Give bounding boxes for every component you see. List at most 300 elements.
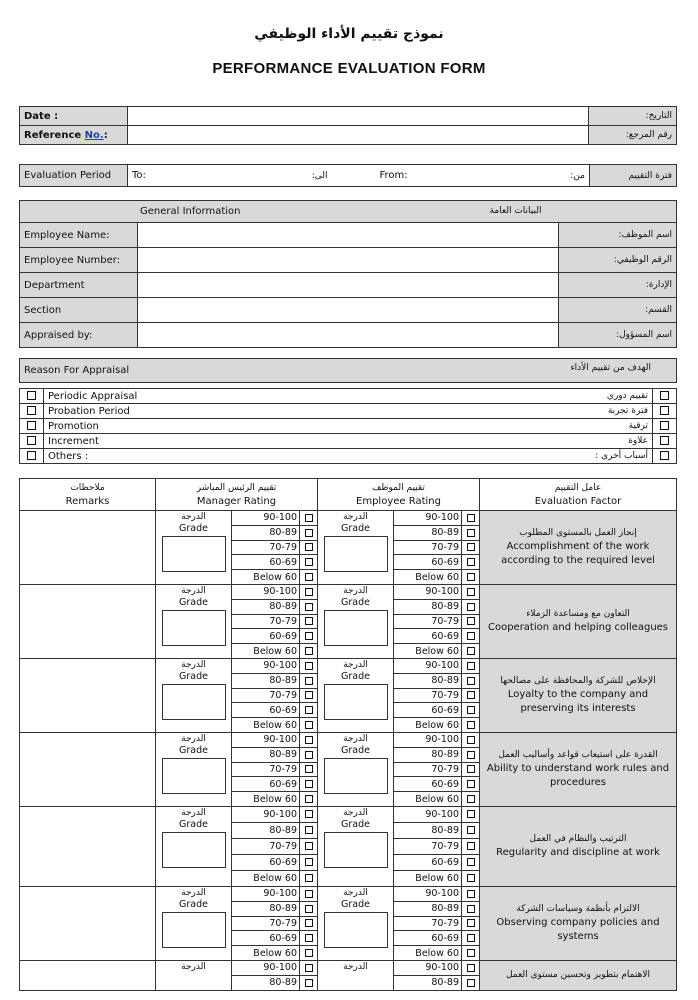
employee-number-field[interactable] <box>138 248 559 273</box>
rating-row <box>20 960 677 975</box>
appraised-by-label-ar: اسم المسؤول: <box>559 323 677 348</box>
employee-range-label: 60-69 <box>394 777 462 792</box>
manager-range-label: 80-89 <box>232 975 300 990</box>
employee-range-label: 90-100 <box>394 732 462 747</box>
manager-range-label: 90-100 <box>232 584 300 599</box>
period-label-ar: فترة التقييم <box>590 165 677 187</box>
header-table <box>19 106 677 145</box>
checkbox-icon <box>660 436 669 445</box>
manager-grade-input-box[interactable] <box>162 684 226 720</box>
manager-range-checkbox[interactable] <box>300 901 318 916</box>
appraised-by-field[interactable] <box>138 323 559 348</box>
manager-range-checkbox[interactable] <box>300 870 318 886</box>
checkbox-icon <box>467 919 475 927</box>
grade-label-ar: الدرجة <box>343 512 368 522</box>
evaluation-factor-cell <box>480 511 677 585</box>
checkbox-icon <box>467 934 475 942</box>
grade-label-ar: الدرجة <box>181 659 206 670</box>
manager-range-label: 90-100 <box>232 960 300 975</box>
employee-range-checkbox[interactable] <box>462 886 480 901</box>
employee-range-label: 70-79 <box>394 762 462 777</box>
checkbox-icon <box>467 603 475 611</box>
checkbox-icon <box>27 451 36 460</box>
checkbox-icon <box>305 826 313 834</box>
checkbox-icon <box>467 588 475 596</box>
employee-range-label: 60-69 <box>394 555 462 570</box>
manager-range-checkbox[interactable] <box>300 931 318 946</box>
employee-range-label: 80-89 <box>394 747 462 762</box>
remarks-cell[interactable] <box>20 584 156 658</box>
employee-grade-input-box[interactable] <box>324 610 388 646</box>
manager-grade-input-box[interactable] <box>162 536 226 572</box>
checkbox-icon <box>467 765 475 773</box>
evaluation-factor-en: Loyalty to the company and preserving its interests <box>507 689 649 715</box>
form-title-english: PERFORMANCE EVALUATION FORM <box>212 60 486 77</box>
section-field[interactable] <box>138 298 559 323</box>
grade-label-ar: الدرجة <box>343 733 368 744</box>
manager-range-checkbox[interactable] <box>300 703 318 718</box>
manager-range-label: 90-100 <box>232 806 300 822</box>
employee-range-checkbox[interactable] <box>462 960 480 975</box>
manager-range-label: Below 60 <box>232 718 300 733</box>
remarks-cell[interactable] <box>20 886 156 960</box>
checkbox-icon <box>660 406 669 415</box>
remarks-cell[interactable] <box>20 960 156 990</box>
checkbox-icon <box>467 964 475 972</box>
manager-range-label: 70-79 <box>232 614 300 629</box>
reason-increment-label-ar: علاوة <box>628 435 648 446</box>
employee-range-checkbox[interactable] <box>462 806 480 822</box>
grade-label-ar: الدرجة <box>181 807 206 818</box>
employee-grade-input-box[interactable] <box>324 684 388 720</box>
manager-range-label: 70-79 <box>232 688 300 703</box>
remarks-header-ar: ملاحظات <box>70 482 105 493</box>
manager-range-checkbox[interactable] <box>300 599 318 614</box>
checkbox-icon <box>467 514 475 522</box>
checkbox-icon <box>305 780 313 788</box>
reason-checkbox-periodic-ar[interactable] <box>653 389 677 404</box>
evaluation-factor-ar: الاهتمام بتطوير وتحسين مستوى العمل <box>506 970 650 981</box>
manager-grade-cell <box>156 806 232 886</box>
manager-grade-cell <box>156 511 232 585</box>
evaluation-factor-ar: الترتيب والنظام في العمل <box>529 834 627 845</box>
employee-range-label: 60-69 <box>394 931 462 946</box>
employee-range-label: 70-79 <box>394 688 462 703</box>
employee-number-label: Employee Number: <box>20 248 138 273</box>
general-info-table <box>19 200 677 348</box>
grade-label-en: Grade <box>341 596 370 608</box>
employee-range-checkbox[interactable] <box>462 747 480 762</box>
checkbox-icon <box>305 662 313 670</box>
employee-range-checkbox[interactable] <box>462 975 480 990</box>
grade-label-en: Grade <box>179 670 208 682</box>
manager-range-label: 70-79 <box>232 838 300 854</box>
employee-range-checkbox[interactable] <box>462 570 480 585</box>
reason-checkbox-promotion-ar[interactable] <box>653 419 677 434</box>
grade-label-ar: الدرجة <box>181 961 206 972</box>
employee-range-checkbox[interactable] <box>462 901 480 916</box>
grade-label-ar: الدرجة <box>181 887 206 898</box>
manager-range-label: 60-69 <box>232 555 300 570</box>
reference-label-ar: رقم المرجع: <box>589 126 677 145</box>
employee-range-label: Below 60 <box>394 946 462 961</box>
reason-periodic-label: Periodic Appraisal <box>48 390 138 402</box>
checkbox-icon <box>305 588 313 596</box>
employee-range-checkbox[interactable] <box>462 525 480 540</box>
remarks-header-en: Remarks <box>65 495 110 507</box>
manager-range-label: 80-89 <box>232 525 300 540</box>
checkbox-icon <box>467 858 475 866</box>
date-label: Date : <box>20 107 128 126</box>
evaluation-factor-ar: التعاون مع ومساعدة الزملاء <box>526 609 630 620</box>
manager-rating-header <box>156 479 318 511</box>
manager-grade-input-box[interactable] <box>162 610 226 646</box>
manager-range-checkbox[interactable] <box>300 777 318 792</box>
reason-checkbox-others[interactable] <box>20 449 44 464</box>
evaluation-factor-ar: الإخلاص للشركة والمحافظة على مصالحها <box>500 676 656 687</box>
employee-range-label: 90-100 <box>394 511 462 526</box>
reason-checkbox-probation-ar[interactable] <box>653 404 677 419</box>
manager-range-checkbox[interactable] <box>300 854 318 870</box>
reason-others-label-ar: أسباب أخرى : <box>595 450 648 461</box>
employee-range-label: 80-89 <box>394 975 462 990</box>
reference-label: Reference No.: <box>20 126 128 145</box>
manager-grade-input-box[interactable] <box>162 758 226 794</box>
checkbox-icon <box>305 691 313 699</box>
manager-range-checkbox[interactable] <box>300 688 318 703</box>
checkbox-icon <box>305 573 313 581</box>
employee-range-label: 80-89 <box>394 901 462 916</box>
checkbox-icon <box>305 632 313 640</box>
manager-range-checkbox[interactable] <box>300 822 318 838</box>
reason-probation-label: Probation Period <box>48 405 130 417</box>
manager-range-checkbox[interactable] <box>300 792 318 807</box>
employee-grade-cell <box>318 658 394 732</box>
checkbox-icon <box>305 979 313 987</box>
checkbox-icon <box>467 647 475 655</box>
manager-range-checkbox[interactable] <box>300 525 318 540</box>
period-to-label: To: <box>128 165 284 187</box>
manager-range-checkbox[interactable] <box>300 718 318 733</box>
employee-range-label: 90-100 <box>394 584 462 599</box>
evaluation-factor-ar: القدرة على استيعاب قواعد وأساليب العمل <box>498 750 658 761</box>
checkbox-icon <box>467 721 475 729</box>
reason-title-ar: الهدف من تقييم الأداء <box>570 363 651 373</box>
employee-range-label: Below 60 <box>394 870 462 886</box>
employee-range-checkbox[interactable] <box>462 673 480 688</box>
evaluation-factor-cell <box>480 658 677 732</box>
employee-range-checkbox[interactable] <box>462 658 480 673</box>
evaluation-factor-en: Accomplishment of the work according to the required level <box>501 541 655 567</box>
manager-range-checkbox[interactable] <box>300 838 318 854</box>
employee-range-checkbox[interactable] <box>462 792 480 807</box>
employee-range-checkbox[interactable] <box>462 540 480 555</box>
employee-range-checkbox[interactable] <box>462 718 480 733</box>
manager-range-checkbox[interactable] <box>300 762 318 777</box>
checkbox-icon <box>305 795 313 803</box>
remarks-cell[interactable] <box>20 511 156 585</box>
date-field[interactable] <box>128 107 589 126</box>
manager-range-label: 90-100 <box>232 886 300 901</box>
manager-range-checkbox[interactable] <box>300 555 318 570</box>
manager-range-checkbox[interactable] <box>300 570 318 585</box>
evaluation-factor-cell <box>480 886 677 960</box>
general-info-title: General Information البيانات العامة <box>20 201 559 223</box>
evaluation-factor-en: Cooperation and helping colleagues <box>487 622 669 634</box>
manager-range-checkbox[interactable] <box>300 916 318 931</box>
form-title-arabic: نموذج تقييم الأداء الوظيفي <box>254 26 444 42</box>
employee-range-checkbox[interactable] <box>462 838 480 854</box>
employee-rating-header-en: Employee Rating <box>356 495 441 507</box>
rating-table <box>19 478 677 991</box>
checkbox-icon <box>467 842 475 850</box>
department-field[interactable] <box>138 273 559 298</box>
evaluation-factor-ar: إنجاز العمل بالمستوى المطلوب <box>519 528 637 539</box>
grade-label-en: Grade <box>179 744 208 756</box>
employee-rating-header-ar: تقييم الموظف <box>372 482 425 493</box>
employee-name-field[interactable] <box>138 223 559 248</box>
grade-label-en: Grade <box>179 523 208 534</box>
checkbox-icon <box>467 826 475 834</box>
manager-range-checkbox[interactable] <box>300 886 318 901</box>
checkbox-icon <box>305 706 313 714</box>
employee-range-label: 80-89 <box>394 525 462 540</box>
checkbox-icon <box>467 780 475 788</box>
manager-range-label: 80-89 <box>232 901 300 916</box>
checkbox-icon <box>467 543 475 551</box>
employee-range-checkbox[interactable] <box>462 555 480 570</box>
evaluation-factor-header <box>480 479 677 511</box>
evaluation-factor-en: Observing company policies and systems <box>496 917 660 943</box>
checkbox-icon <box>467 979 475 987</box>
manager-range-checkbox[interactable] <box>300 975 318 990</box>
manager-grade-cell <box>156 732 232 806</box>
manager-range-checkbox[interactable] <box>300 511 318 526</box>
manager-grade-cell <box>156 584 232 658</box>
employee-range-checkbox[interactable] <box>462 629 480 644</box>
manager-rating-header-en: Manager Rating <box>196 495 277 507</box>
checkbox-icon <box>305 949 313 957</box>
rating-row <box>20 511 677 526</box>
employee-range-checkbox[interactable] <box>462 511 480 526</box>
employee-range-checkbox[interactable] <box>462 599 480 614</box>
employee-range-checkbox[interactable] <box>462 762 480 777</box>
manager-range-label: Below 60 <box>232 946 300 961</box>
manager-range-checkbox[interactable] <box>300 540 318 555</box>
grade-label-en: Grade <box>341 744 370 756</box>
checkbox-icon <box>305 677 313 685</box>
checkbox-icon <box>27 421 36 430</box>
evaluation-factor-cell <box>480 960 677 990</box>
checkbox-icon <box>305 858 313 866</box>
employee-range-checkbox[interactable] <box>462 703 480 718</box>
checkbox-icon <box>467 529 475 537</box>
manager-grade-cell <box>156 960 232 990</box>
rating-row <box>20 732 677 747</box>
checkbox-icon <box>27 406 36 415</box>
employee-range-label: 60-69 <box>394 854 462 870</box>
manager-range-label: Below 60 <box>232 792 300 807</box>
checkbox-icon <box>27 391 36 400</box>
employee-range-checkbox[interactable] <box>462 584 480 599</box>
employee-grade-cell <box>318 886 394 960</box>
checkbox-icon <box>467 751 475 759</box>
employee-range-label: 90-100 <box>394 886 462 901</box>
manager-range-label: 60-69 <box>232 777 300 792</box>
manager-range-label: 80-89 <box>232 747 300 762</box>
employee-grade-cell <box>318 511 394 585</box>
manager-range-label: 60-69 <box>232 854 300 870</box>
manager-range-label: Below 60 <box>232 870 300 886</box>
checkbox-icon <box>305 934 313 942</box>
employee-grade-cell <box>318 584 394 658</box>
grade-label-en: Grade <box>341 523 370 534</box>
manager-range-checkbox[interactable] <box>300 614 318 629</box>
employee-grade-input-box[interactable] <box>324 832 388 868</box>
manager-range-checkbox[interactable] <box>300 946 318 961</box>
employee-range-checkbox[interactable] <box>462 946 480 961</box>
reason-probation-label-ar: فترة تجربة <box>607 405 648 416</box>
employee-grade-cell <box>318 806 394 886</box>
employee-range-label: 90-100 <box>394 658 462 673</box>
employee-grade-input-box[interactable] <box>324 536 388 572</box>
general-info-title-ar: البيانات العامة <box>489 206 542 216</box>
reason-others-label: Others : <box>48 450 89 462</box>
checkbox-icon <box>305 905 313 913</box>
employee-range-checkbox[interactable] <box>462 870 480 886</box>
grade-label-ar: الدرجة <box>181 512 206 522</box>
manager-range-checkbox[interactable] <box>300 732 318 747</box>
remarks-cell[interactable] <box>20 732 156 806</box>
period-label: Evaluation Period <box>20 165 128 187</box>
reason-options-table <box>19 388 677 464</box>
employee-range-label: 70-79 <box>394 838 462 854</box>
section-label-ar: القسم: <box>559 298 677 323</box>
checkbox-icon <box>305 647 313 655</box>
grade-label-ar: الدرجة <box>343 585 368 596</box>
grade-label-ar: الدرجة <box>343 961 368 972</box>
rating-row <box>20 584 677 599</box>
reason-checkbox-promotion[interactable] <box>20 419 44 434</box>
manager-range-checkbox[interactable] <box>300 658 318 673</box>
reason-promotion-label-ar: ترقية <box>628 420 648 431</box>
manager-range-label: 80-89 <box>232 599 300 614</box>
appraised-by-label: Appraised by: <box>20 323 138 348</box>
checkbox-icon <box>660 421 669 430</box>
checkbox-icon <box>467 890 475 898</box>
manager-range-checkbox[interactable] <box>300 747 318 762</box>
remarks-cell[interactable] <box>20 806 156 886</box>
checkbox-icon <box>305 529 313 537</box>
reason-checkbox-increment-ar[interactable] <box>653 434 677 449</box>
manager-grade-cell <box>156 658 232 732</box>
employee-range-label: Below 60 <box>394 644 462 659</box>
employee-grade-input-box[interactable] <box>324 912 388 948</box>
manager-range-checkbox[interactable] <box>300 673 318 688</box>
manager-grade-input-box[interactable] <box>162 912 226 948</box>
checkbox-icon <box>467 905 475 913</box>
remarks-header <box>20 479 156 511</box>
manager-range-checkbox[interactable] <box>300 629 318 644</box>
employee-range-checkbox[interactable] <box>462 614 480 629</box>
manager-range-checkbox[interactable] <box>300 584 318 599</box>
reason-checkbox-others-ar[interactable] <box>653 449 677 464</box>
reason-checkbox-increment[interactable] <box>20 434 44 449</box>
evaluation-factor-header-en: Evaluation Factor <box>534 495 622 507</box>
manager-range-checkbox[interactable] <box>300 960 318 975</box>
employee-range-checkbox[interactable] <box>462 644 480 659</box>
manager-range-checkbox[interactable] <box>300 806 318 822</box>
reason-checkbox-periodic[interactable] <box>20 389 44 404</box>
checkbox-icon <box>305 721 313 729</box>
checkbox-icon <box>467 677 475 685</box>
grade-label-ar: الدرجة <box>181 585 206 596</box>
rating-row <box>20 886 677 901</box>
checkbox-icon <box>467 810 475 818</box>
checkbox-icon <box>305 558 313 566</box>
remarks-cell[interactable] <box>20 658 156 732</box>
manager-grade-input-box[interactable] <box>162 832 226 868</box>
evaluation-factor-ar: الالتزام بأنظمة وسياسات الشركة <box>516 904 640 915</box>
evaluation-factor-en: Regularity and discipline at work <box>496 847 660 859</box>
employee-range-checkbox[interactable] <box>462 931 480 946</box>
employee-range-label: 70-79 <box>394 540 462 555</box>
checkbox-icon <box>305 919 313 927</box>
manager-range-label: 90-100 <box>232 732 300 747</box>
employee-grade-cell <box>318 960 394 990</box>
checkbox-icon <box>305 810 313 818</box>
employee-range-checkbox[interactable] <box>462 688 480 703</box>
employee-name-label-ar: اسم الموظف: <box>559 223 677 248</box>
checkbox-icon <box>305 964 313 972</box>
employee-range-label: 80-89 <box>394 673 462 688</box>
employee-range-checkbox[interactable] <box>462 854 480 870</box>
manager-range-label: 70-79 <box>232 540 300 555</box>
reason-periodic-label-ar: تقييم دوري <box>606 390 648 401</box>
employee-range-checkbox[interactable] <box>462 732 480 747</box>
employee-range-label: 70-79 <box>394 614 462 629</box>
evaluation-factor-cell <box>480 806 677 886</box>
grade-label-en: Grade <box>341 898 370 910</box>
manager-range-label: Below 60 <box>232 644 300 659</box>
reason-promotion-label: Promotion <box>48 420 99 432</box>
manager-range-label: 60-69 <box>232 931 300 946</box>
manager-range-label: Below 60 <box>232 570 300 585</box>
checkbox-icon <box>305 514 313 522</box>
manager-range-label: 90-100 <box>232 658 300 673</box>
reference-field[interactable] <box>128 126 589 145</box>
employee-grade-input-box[interactable] <box>324 758 388 794</box>
employee-range-label: Below 60 <box>394 792 462 807</box>
checkbox-icon <box>467 632 475 640</box>
manager-range-label: 70-79 <box>232 762 300 777</box>
employee-range-checkbox[interactable] <box>462 822 480 838</box>
employee-range-checkbox[interactable] <box>462 777 480 792</box>
checkbox-icon <box>305 751 313 759</box>
manager-range-checkbox[interactable] <box>300 644 318 659</box>
checkbox-icon <box>467 617 475 625</box>
employee-range-label: Below 60 <box>394 718 462 733</box>
checkbox-icon <box>305 874 313 882</box>
employee-range-label: 80-89 <box>394 599 462 614</box>
employee-range-checkbox[interactable] <box>462 916 480 931</box>
grade-label-en: Grade <box>341 670 370 682</box>
checkbox-icon <box>305 842 313 850</box>
grade-label-en: Grade <box>179 818 208 830</box>
employee-rating-header <box>318 479 480 511</box>
reason-checkbox-probation[interactable] <box>20 404 44 419</box>
employee-name-label: Employee Name: <box>20 223 138 248</box>
